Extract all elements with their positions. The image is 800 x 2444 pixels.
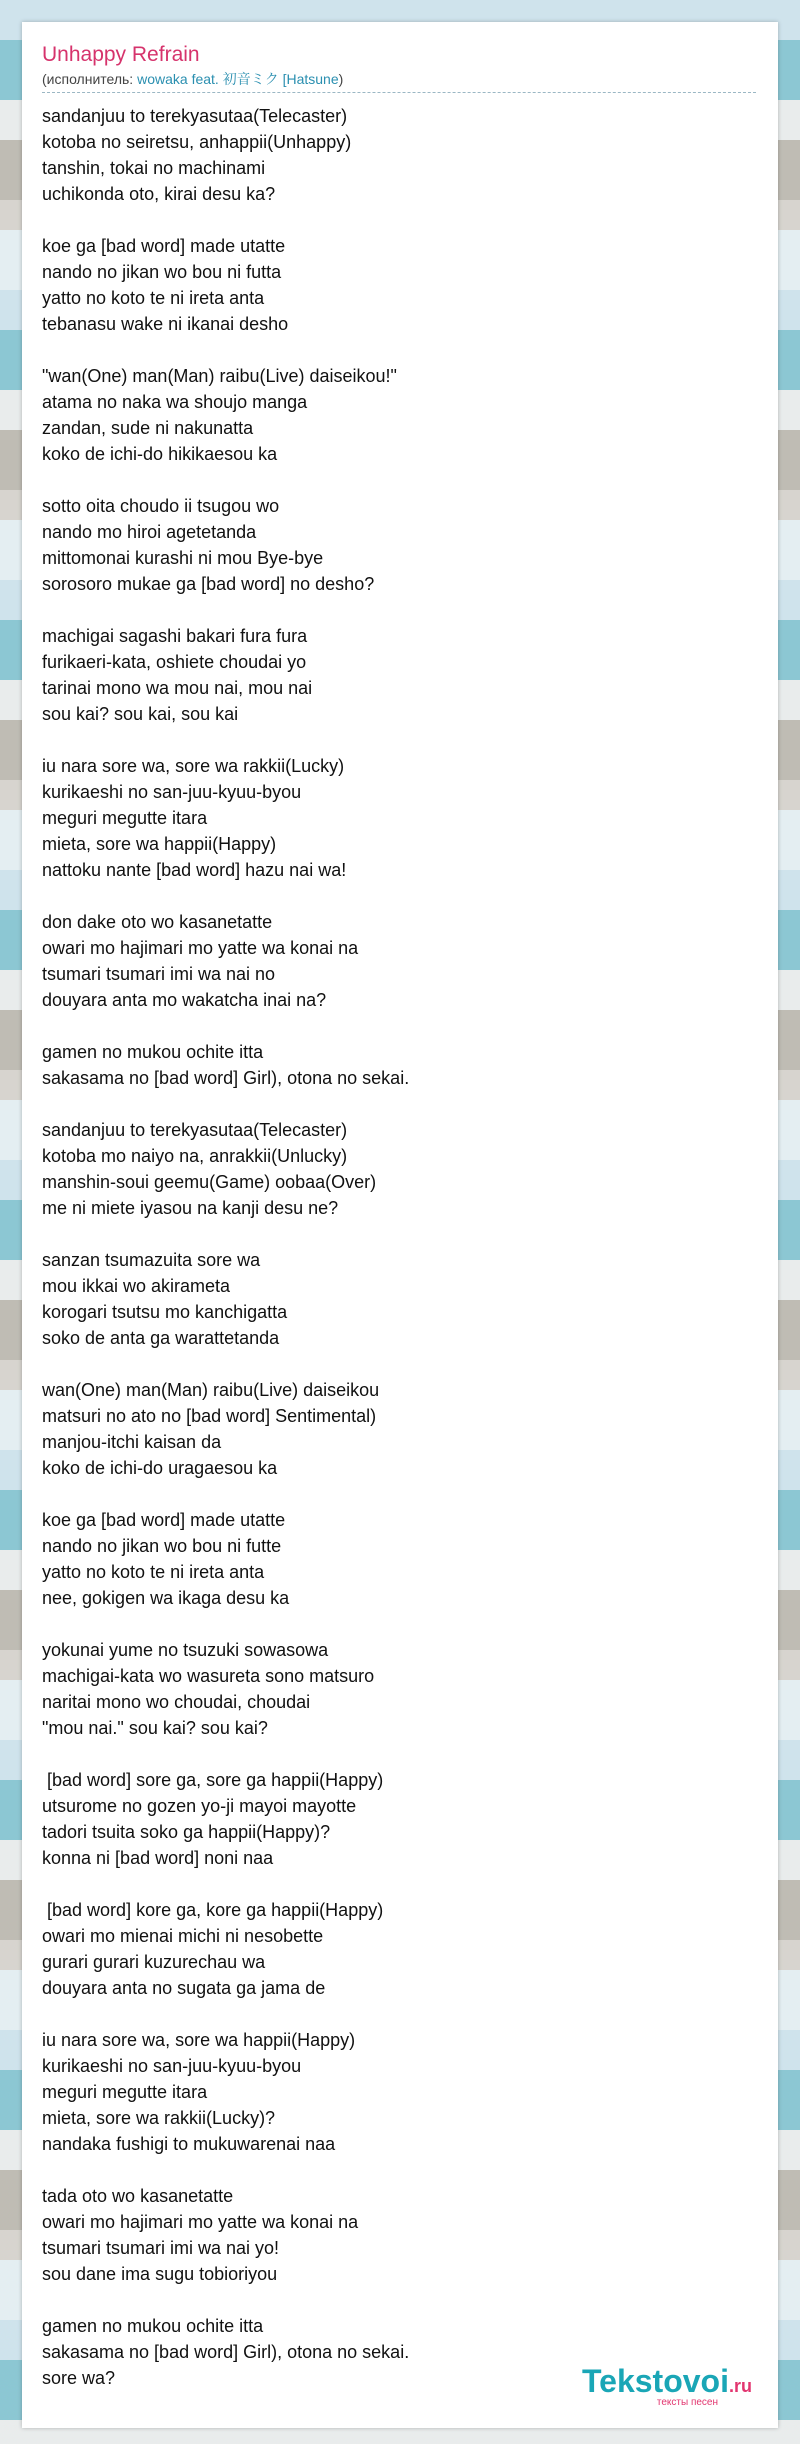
lyric-line: nattoku nante [bad word] hazu nai wa! bbox=[42, 860, 347, 880]
lyric-stanza bbox=[42, 1897, 758, 2001]
lyric-line: iu nara sore wa, sore wa happii(Happy) bbox=[42, 2030, 356, 2050]
lyric-stanza bbox=[42, 1117, 758, 1221]
lyric-line: [bad word] sore ga, sore ga happii(Happy) bbox=[42, 1770, 384, 1790]
lyric-line: "wan(One) man(Man) raibu(Live) daiseikou!" bbox=[42, 366, 397, 386]
lyric-line: tsumari tsumari imi wa nai yo! bbox=[42, 2238, 280, 2258]
lyric-line: sorosoro mukae ga [bad word] no desho? bbox=[42, 574, 375, 594]
lyric-line: kurikaeshi no san-juu-kyuu-byou bbox=[42, 782, 302, 802]
lyric-stanza bbox=[42, 493, 758, 597]
lyric-line: kotoba no seiretsu, anhappii(Unhappy) bbox=[42, 132, 352, 152]
lyric-line: nandaka fushigi to mukuwarenai naa bbox=[42, 2134, 336, 2154]
lyric-line: owari mo hajimari mo yatte wa konai na bbox=[42, 938, 359, 958]
lyric-line: gamen no mukou ochite itta bbox=[42, 2316, 264, 2336]
lyric-line: nando no jikan wo bou ni futta bbox=[42, 262, 282, 282]
lyric-line: tadori tsuita soko ga happii(Happy)? bbox=[42, 1822, 331, 1842]
lyric-line: koko de ichi-do uragaesou ka bbox=[42, 1458, 278, 1478]
lyric-line: kurikaeshi no san-juu-kyuu-byou bbox=[42, 2056, 302, 2076]
lyric-line: soko de anta ga warattetanda bbox=[42, 1328, 280, 1348]
lyric-line: kotoba mo naiyo na, anrakkii(Unlucky) bbox=[42, 1146, 348, 1166]
lyric-line: sandanjuu to terekyasutaa(Telecaster) bbox=[42, 1120, 348, 1140]
lyric-line: sakasama no [bad word] Girl), otona no sekai. bbox=[42, 2342, 410, 2362]
lyric-line: douyara anta no sugata ga jama de bbox=[42, 1978, 326, 1998]
lyric-stanza bbox=[42, 363, 758, 467]
lyric-stanza bbox=[42, 1767, 758, 1871]
lyric-stanza bbox=[42, 623, 758, 727]
lyrics-body bbox=[42, 103, 758, 2391]
lyric-line: konna ni [bad word] noni naa bbox=[42, 1848, 274, 1868]
lyric-line: yatto no koto te ni ireta anta bbox=[42, 288, 265, 308]
logo-main-text: Tekstovoi bbox=[581, 2363, 729, 2399]
lyric-line: manshin-soui geemu(Game) oobaa(Over) bbox=[42, 1172, 377, 1192]
lyric-line: gamen no mukou ochite itta bbox=[42, 1042, 264, 1062]
lyric-line: koe ga [bad word] made utatte bbox=[42, 236, 286, 256]
lyric-line: koko de ichi-do hikikaesou ka bbox=[42, 444, 278, 464]
artist-line bbox=[42, 70, 756, 93]
lyric-line: mou ikkai wo akirameta bbox=[42, 1276, 231, 1296]
lyric-line: nee, gokigen wa ikaga desu ka bbox=[42, 1588, 290, 1608]
lyric-stanza bbox=[42, 753, 758, 883]
lyric-line: meguri megutte itara bbox=[42, 808, 208, 828]
lyric-line: douyara anta mo wakatcha inai na? bbox=[42, 990, 327, 1010]
lyric-line: yokunai yume no tsuzuki sowasowa bbox=[42, 1640, 329, 1660]
lyric-line: mieta, sore wa happii(Happy) bbox=[42, 834, 277, 854]
lyric-stanza bbox=[42, 1247, 758, 1351]
lyric-line: sou dane ima sugu tobioriyou bbox=[42, 2264, 278, 2284]
logo-tagline: тексты песен bbox=[656, 2397, 718, 2408]
lyric-line: uchikonda oto, kirai desu ka? bbox=[42, 184, 276, 204]
lyric-line: me ni miete iyasou na kanji desu ne? bbox=[42, 1198, 339, 1218]
lyric-line: nando no jikan wo bou ni futte bbox=[42, 1536, 282, 1556]
lyric-line: sou kai? sou kai, sou kai bbox=[42, 704, 239, 724]
lyric-line: sanzan tsumazuita sore wa bbox=[42, 1250, 261, 1270]
lyric-line: owari mo mienai michi ni nesobette bbox=[42, 1926, 324, 1946]
lyric-line: furikaeri-kata, oshiete choudai yo bbox=[42, 652, 307, 672]
artist-link[interactable]: wowaka feat. 初音ミク [Hatsune bbox=[137, 71, 339, 87]
lyric-line: tada oto wo kasanetatte bbox=[42, 2186, 234, 2206]
lyric-line: zandan, sude ni nakunatta bbox=[42, 418, 254, 438]
lyric-line: [bad word] kore ga, kore ga happii(Happy) bbox=[42, 1900, 384, 1920]
lyric-line: koe ga [bad word] made utatte bbox=[42, 1510, 286, 1530]
lyric-line: sore wa? bbox=[42, 2368, 116, 2388]
lyric-line: owari mo hajimari mo yatte wa konai na bbox=[42, 2212, 359, 2232]
lyric-line: machigai-kata wo wasureta sono matsuro bbox=[42, 1666, 375, 1686]
lyric-line: matsuri no ato no [bad word] Sentimental) bbox=[42, 1406, 377, 1426]
lyric-line: sakasama no [bad word] Girl), otona no sekai. bbox=[42, 1068, 410, 1088]
lyric-line: naritai mono wo choudai, choudai bbox=[42, 1692, 311, 1712]
lyric-line: korogari tsutsu mo kanchigatta bbox=[42, 1302, 288, 1322]
lyric-stanza bbox=[42, 2183, 758, 2287]
site-logo[interactable] bbox=[582, 2364, 752, 2408]
artist-prefix: (исполнитель: bbox=[42, 71, 138, 87]
lyric-line: yatto no koto te ni ireta anta bbox=[42, 1562, 265, 1582]
lyric-line: sandanjuu to terekyasutaa(Telecaster) bbox=[42, 106, 348, 126]
lyric-line: tanshin, tokai no machinami bbox=[42, 158, 266, 178]
lyric-line: mittomonai kurashi ni mou Bye-bye bbox=[42, 548, 324, 568]
lyric-stanza bbox=[42, 1377, 758, 1481]
lyric-stanza bbox=[42, 1637, 758, 1741]
lyric-line: atama no naka wa shoujo manga bbox=[42, 392, 308, 412]
lyric-stanza bbox=[42, 1507, 758, 1611]
lyric-line: tsumari tsumari imi wa nai no bbox=[42, 964, 276, 984]
lyric-line: tarinai mono wa mou nai, mou nai bbox=[42, 678, 313, 698]
lyric-line: gurari gurari kuzurechau wa bbox=[42, 1952, 266, 1972]
logo-suffix: .ru bbox=[728, 2376, 752, 2396]
lyric-stanza bbox=[42, 1039, 758, 1091]
lyric-line: machigai sagashi bakari fura fura bbox=[42, 626, 308, 646]
lyric-line: tebanasu wake ni ikanai desho bbox=[42, 314, 289, 334]
lyric-stanza bbox=[42, 233, 758, 337]
lyrics-card bbox=[22, 22, 778, 2428]
lyric-line: manjou-itchi kaisan da bbox=[42, 1432, 222, 1452]
song-title: Unhappy Refrain bbox=[42, 43, 200, 66]
lyric-line: sotto oita choudo ii tsugou wo bbox=[42, 496, 280, 516]
artist-suffix: ) bbox=[338, 71, 344, 87]
lyric-line: utsurome no gozen yo-ji mayoi mayotte bbox=[42, 1796, 357, 1816]
lyric-stanza bbox=[42, 103, 758, 207]
lyric-line: meguri megutte itara bbox=[42, 2082, 208, 2102]
lyric-line: nando mo hiroi agetetanda bbox=[42, 522, 257, 542]
lyric-line: "mou nai." sou kai? sou kai? bbox=[42, 1718, 268, 1738]
lyric-line: iu nara sore wa, sore wa rakkii(Lucky) bbox=[42, 756, 345, 776]
lyric-line: don dake oto wo kasanetatte bbox=[42, 912, 273, 932]
lyric-stanza bbox=[42, 2027, 758, 2157]
lyric-line: mieta, sore wa rakkii(Lucky)? bbox=[42, 2108, 276, 2128]
lyric-stanza bbox=[42, 909, 758, 1013]
lyric-line: wan(One) man(Man) raibu(Live) daiseikou bbox=[42, 1380, 380, 1400]
